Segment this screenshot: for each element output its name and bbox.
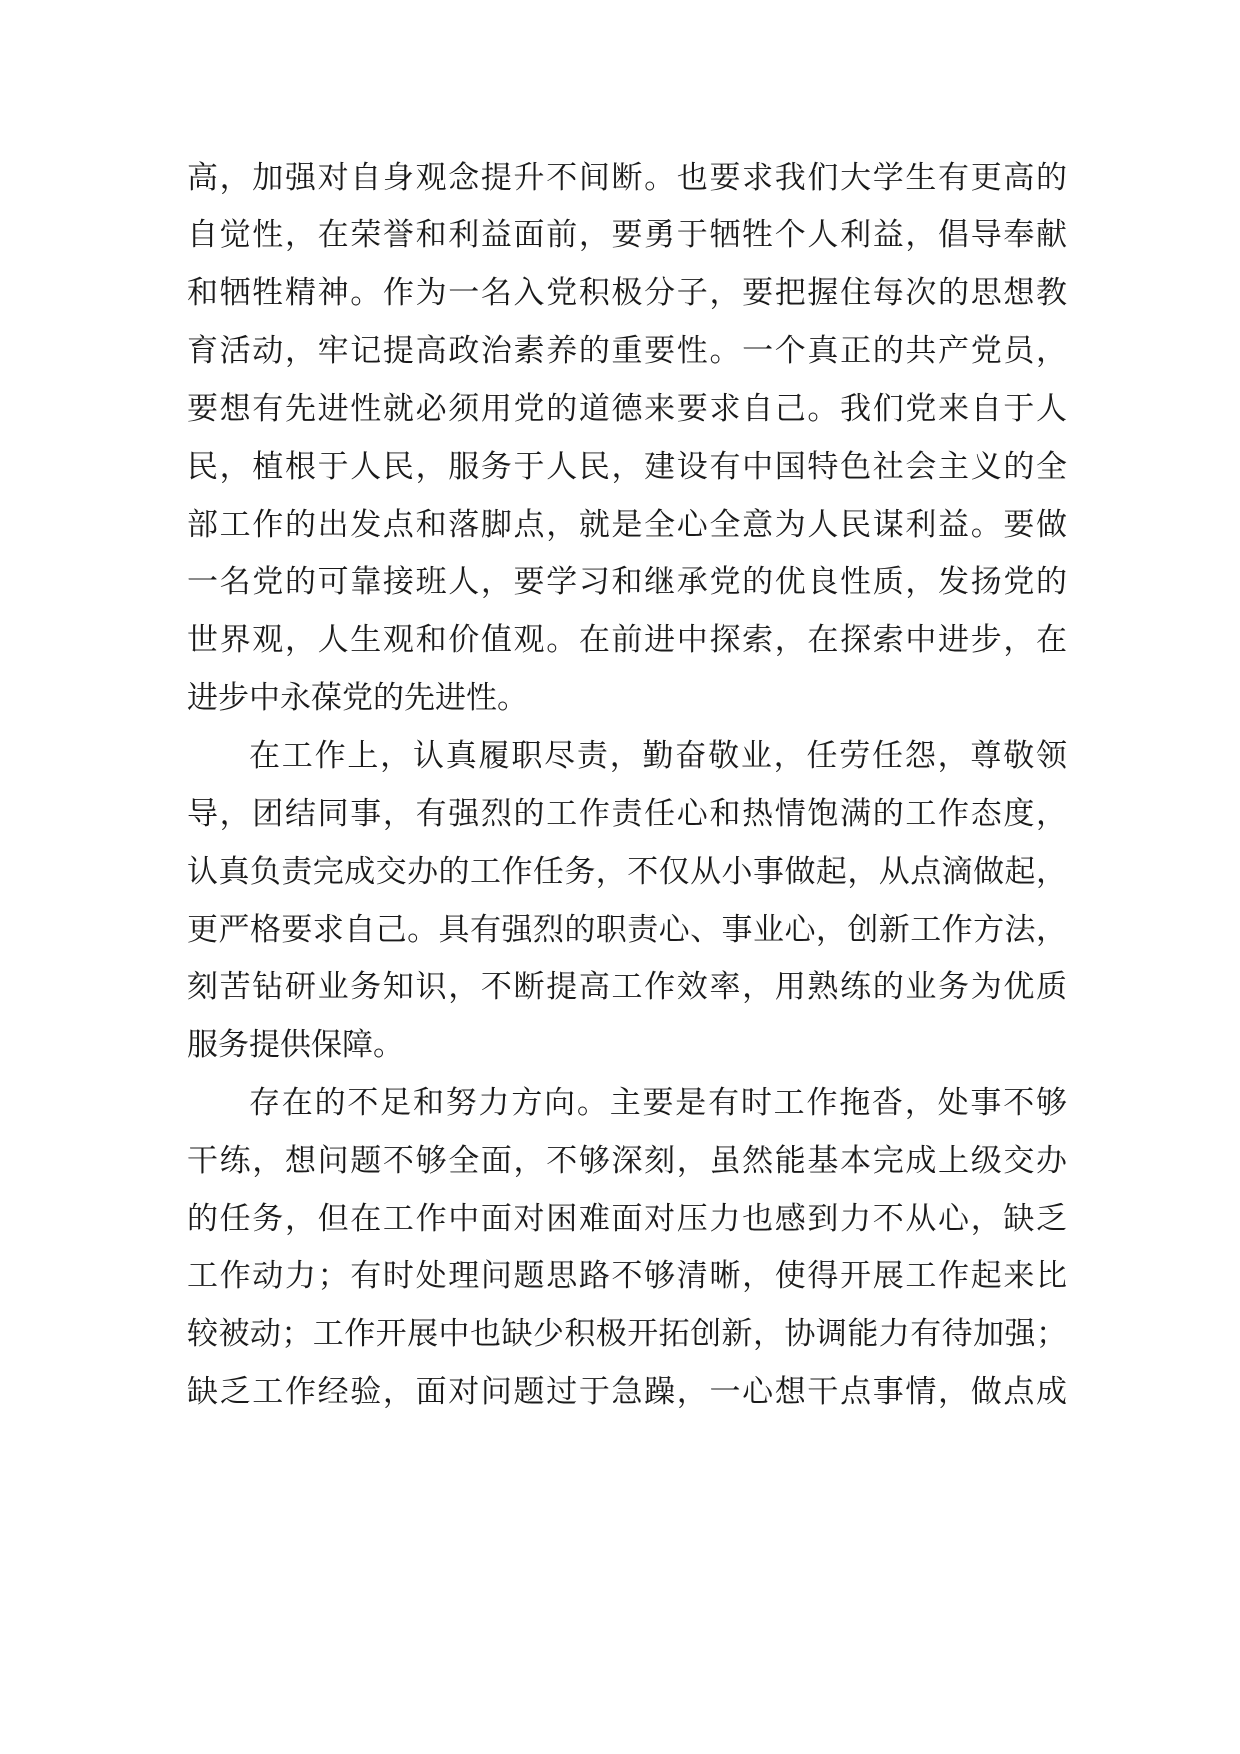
- text-line: 导，团结同事，有强烈的工作责任心和热情饱满的工作态度，: [187, 796, 1067, 832]
- paragraph-first-line: 存在的不足和努力方向。主要是有时工作拖沓，处事不够: [249, 1085, 1067, 1121]
- text-line: 工作动力；有时处理问题思路不够清晰，使得开展工作起来比: [187, 1258, 1067, 1294]
- text-line: 干练，想问题不够全面，不够深刻，虽然能基本完成上级交办: [187, 1143, 1067, 1179]
- text-line: 更严格要求自己。具有强烈的职责心、事业心，创新工作方法，: [187, 912, 1067, 948]
- text-line: 认真负责完成交办的工作任务，不仅从小事做起，从点滴做起，: [187, 854, 1067, 890]
- text-line: 较被动；工作开展中也缺少积极开拓创新，协调能力有待加强；: [187, 1316, 1067, 1352]
- text-line: 民，植根于人民，服务于人民，建设有中国特色社会主义的全: [187, 449, 1067, 485]
- text-line: 进步中永葆党的先进性。: [187, 680, 528, 716]
- text-line: 刻苦钻研业务知识，不断提高工作效率，用熟练的业务为优质: [187, 969, 1067, 1005]
- text-line: 部工作的出发点和落脚点，就是全心全意为人民谋利益。要做: [187, 507, 1067, 543]
- text-line: 自觉性，在荣誉和利益面前，要勇于牺牲个人利益，倡导奉献: [187, 217, 1067, 253]
- text-line: 和牺牲精神。作为一名入党积极分子，要把握住每次的思想教: [187, 275, 1067, 311]
- text-line: 育活动，牢记提高政治素养的重要性。一个真正的共产党员，: [187, 333, 1067, 369]
- text-line: 服务提供保障。: [187, 1027, 404, 1063]
- paragraph-first-line: 在工作上，认真履职尽责，勤奋敬业，任劳任怨，尊敬领: [249, 738, 1067, 774]
- text-line: 世界观，人生观和价值观。在前进中探索，在探索中进步，在: [187, 622, 1067, 658]
- text-line: 的任务，但在工作中面对困难面对压力也感到力不从心，缺乏: [187, 1201, 1067, 1237]
- text-line: 高，加强对自身观念提升不间断。也要求我们大学生有更高的: [187, 160, 1067, 196]
- text-line: 要想有先进性就必须用党的道德来要求自己。我们党来自于人: [187, 391, 1067, 427]
- text-line: 一名党的可靠接班人，要学习和继承党的优良性质，发扬党的: [187, 564, 1067, 600]
- text-line: 缺乏工作经验，面对问题过于急躁，一心想干点事情，做点成: [187, 1374, 1067, 1410]
